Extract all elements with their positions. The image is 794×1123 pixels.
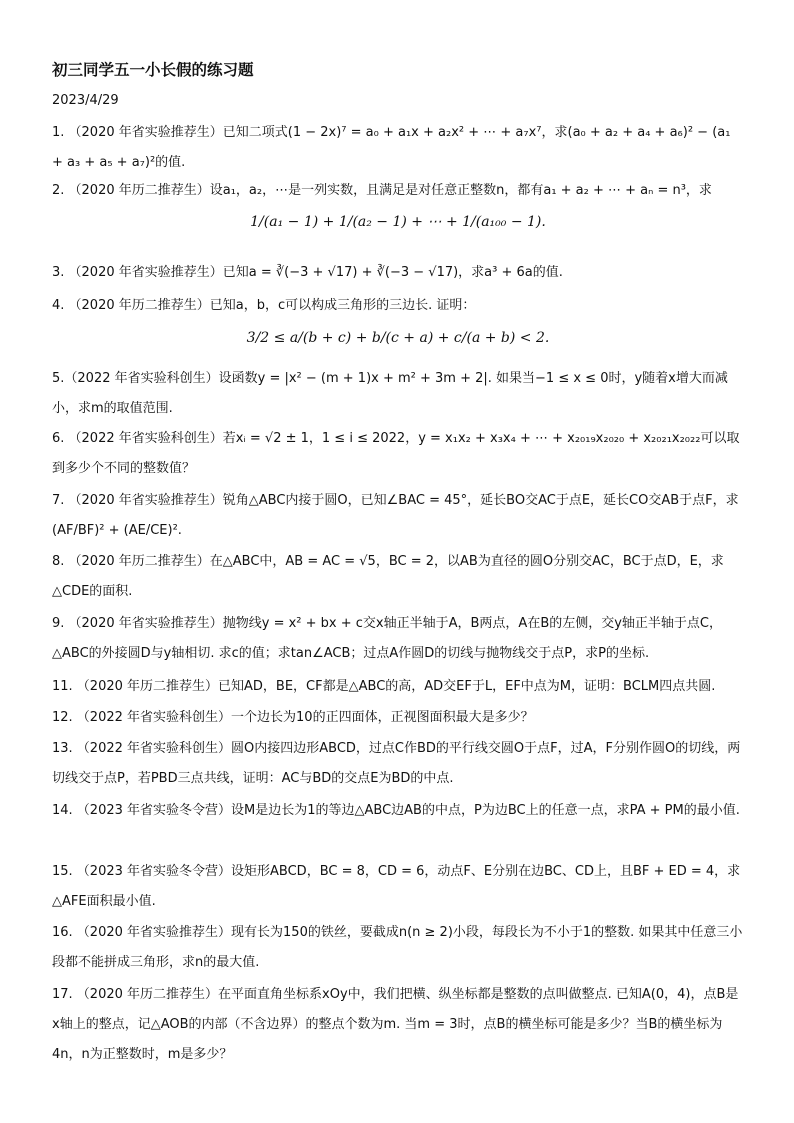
problem-17: 17. （2020 年历二推荐生）在平面直角坐标系xOy中，我们把横、纵坐标都是整数的点叫做整点. 已知A(0，4)，点B是x轴上的整点，记△AOB的内部（不含边界）的整点个数为m. 当m = 3时，点B的横坐标可能是多少？当B的横坐标为4n，n为正整数时，m是多少？ [52, 987, 739, 1062]
document-date: 2023/4/29 [52, 93, 119, 108]
problem-2: 2. （2020 年历二推荐生）设a₁，a₂，⋯是一列实数，且满足是对任意正整数n，都有a₁ + a₂ + ⋯ + aₙ = n³，求 [52, 183, 712, 198]
problem-4: 4. （2020 年历二推荐生）已知a，b，c可以构成三角形的三边长. 证明： [52, 298, 476, 313]
problem-13: 13. （2022 年省实验科创生）圆O内接四边形ABCD，过点C作BD的平行线交圆O于点F，过A，F分别作圆O的切线，两切线交于点P，若PBD三点共线，证明：AC与BD的交点E为BD的中点. [52, 741, 741, 786]
problem-8: 8. （2020 年历二推荐生）在△ABC中，AB = AC = √5，BC = 2，以AB为直径的圆O分别交AC，BC于点D，E，求△CDE的面积. [52, 554, 724, 599]
document-title: 初三同学五一小长假的练习题 [52, 61, 254, 79]
problem-5: 5.（2022 年省实验科创生）设函数y = |x² − (m + 1)x + m² + 3m + 2|. 如果当−1 ≤ x ≤ 0时，y随着x增大而减小，求m的取值范围. [52, 371, 728, 416]
problem-3: 3. （2020 年省实验推荐生）已知a = ∛(−3 + √17) + ∛(−3 − √17)，求a³ + 6a的值. [52, 265, 563, 280]
problem-6: 6. （2022 年省实验科创生）若xᵢ = √2 ± 1，1 ≤ i ≤ 2022，y = x₁x₂ + x₃x₄ + ⋯ + x₂₀₁₉x₂₀₂₀ + x₂₀₂₁x₂₀₂₂可以取到多少个不同的整数值？ [52, 431, 740, 476]
problem-12: 12. （2022 年省实验科创生）一个边长为10的正四面体，正视图面积最大是多少？ [52, 710, 534, 725]
problem-16: 16. （2020 年省实验推荐生）现有长为150的铁丝，要截成n(n ≥ 2)小段，每段长为不小于1的整数. 如果其中任意三小段都不能拼成三角形，求n的最大值. [52, 925, 743, 970]
problem-9: 9. （2020 年省实验推荐生）抛物线y = x² + bx + c交x轴正半轴于A，B两点，A在B的左侧，交y轴正半轴于点C，△ABC的外接圆D与y轴相切. 求c的值；求tan∠ACB；过点A作圆D的切线与抛物线交于点P，求P的坐标. [52, 616, 723, 661]
problem-7: 7. （2020 年省实验推荐生）锐角△ABC内接于圆O，已知∠BAC = 45°，延长BO交AC于点E，延长CO交AB于点F，求(AF/BF)² + (AE/CE)². [52, 493, 739, 538]
problem-11: 11. （2020 年历二推荐生）已知AD，BE，CF都是△ABC的高，AD交EF于L，EF中点为M，证明：BCLM四点共圆. [52, 679, 716, 694]
problem-4-formula: 3/2 ≤ a/(b + c) + b/(c + a) + c/(a + b) < 2. [246, 330, 550, 346]
problem-15: 15. （2023 年省实验冬令营）设矩形ABCD，BC = 8，CD = 6，动点F、E分别在边BC、CD上，且BF + ED = 4，求△AFE面积最小值. [52, 864, 741, 909]
problem-14: 14. （2023 年省实验冬令营）设M是边长为1的等边△ABC边AB的中点，P为边BC上的任意一点，求PA + PM的最小值. [52, 803, 740, 818]
problem-2-formula: 1/(a₁ − 1) + 1/(a₂ − 1) + ⋯ + 1/(a₁₀₀ − 1). [250, 214, 546, 230]
problem-1: 1. （2020 年省实验推荐生）已知二项式(1 − 2x)⁷ = a₀ + a₁x + a₂x² + ⋯ + a₇x⁷，求(a₀ + a₂ + a₄ + a₆)² − (a₁ + a₃ + a₅ + a₇)²的值. [52, 125, 731, 170]
